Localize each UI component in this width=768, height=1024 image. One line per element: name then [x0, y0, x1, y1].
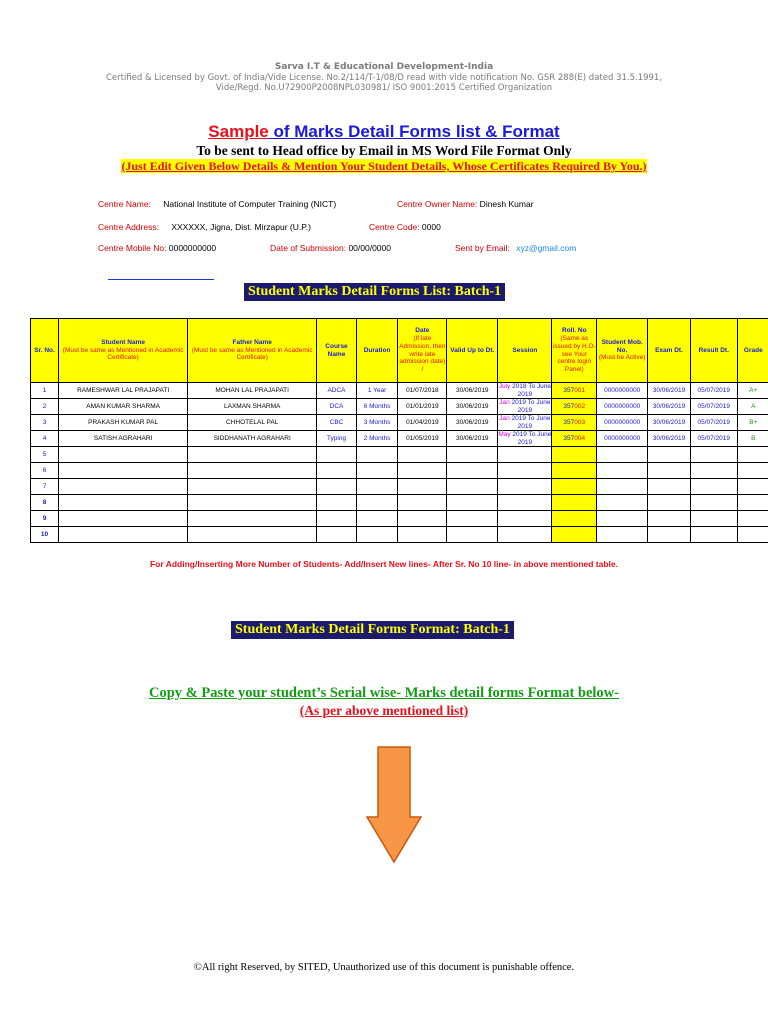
- row-student-name: RAMESHWAR LAL PRAJAPATI: [59, 383, 188, 399]
- header-roll-no: Roll. No (Same as issued by H.O- see Your centre login Panel): [552, 319, 597, 383]
- header-course: Course Name: [317, 319, 357, 383]
- row-result: 05/07/2019: [690, 383, 737, 399]
- row-course: ADCA: [317, 383, 357, 399]
- marks-table: [30, 318, 768, 543]
- row-sr: 3: [31, 415, 59, 431]
- table-row: [31, 399, 768, 415]
- row-sr: 1: [31, 383, 59, 399]
- submission-date-value: 00/00/0000: [346, 243, 391, 253]
- table-row: [31, 431, 768, 447]
- row-valid: 30/06/2019: [447, 399, 498, 415]
- row-course: DCA: [317, 399, 357, 415]
- row-duration: 1 Year: [356, 383, 398, 399]
- list-banner: Student Marks Detail Forms List: Batch-1: [244, 283, 505, 301]
- row-valid: 30/06/2019: [447, 383, 498, 399]
- row-roll: 357004: [552, 431, 597, 447]
- header-father-name: Father Name (Must be same as Mentioned in Academic Certificate): [188, 319, 317, 383]
- row-session: July 2018 To June 2019: [498, 383, 551, 398]
- row-duration: 3 Months: [356, 415, 398, 431]
- copy-instruction: Copy & Paste your student’s Serial wise- Marks detail forms Format below-: [149, 685, 619, 701]
- row-course: CBC: [317, 415, 357, 431]
- centre-mobile-label: Centre Mobile No:: [98, 243, 167, 253]
- table-header-row: [31, 319, 768, 383]
- centre-code-value: 0000: [419, 222, 441, 232]
- table-row: [31, 463, 768, 479]
- title-main: of Marks Detail Forms list & Format: [268, 122, 560, 141]
- certification-line-1: Certified & Licensed by Govt. of India/Vide License. No.2/114/T-1/08/D read with vide notification No. GSR 288(E) dated 31.5.1991,: [105, 73, 663, 83]
- header-exam-date: Exam Dt.: [648, 319, 691, 383]
- row-roll: 357002: [552, 399, 597, 415]
- header-student-name: Student Name (Must be same as Mentioned in Academic Certificate): [59, 319, 188, 383]
- header-mobile: Student Mob. No. (Must be Active): [597, 319, 648, 383]
- row-mobile: 0000000000: [597, 415, 648, 431]
- row-grade: A: [737, 399, 768, 415]
- row-sr: 4: [31, 431, 59, 447]
- row-student-name: SATISH AGRAHARI: [59, 431, 188, 447]
- centre-code-label: Centre Code:: [369, 222, 420, 232]
- header-date: Date (If late Admission, then write late admission date) /: [398, 319, 447, 383]
- table-row: [31, 447, 768, 463]
- down-arrow-icon: [365, 745, 423, 865]
- centre-owner-row: [397, 199, 534, 209]
- row-valid: 30/06/2019: [447, 415, 498, 431]
- row-course: Typing: [317, 431, 357, 447]
- header-duration: Duration: [356, 319, 398, 383]
- row-exam: 30/06/2019: [648, 399, 691, 415]
- submission-date-label: Date of Submission:: [270, 243, 347, 253]
- organization-name: Sarva I.T & Educational Development-India: [274, 62, 494, 72]
- row-valid: 30/06/2019: [447, 431, 498, 447]
- row-mobile: 0000000000: [597, 383, 648, 399]
- centre-owner-value: Dinesh Kumar: [477, 199, 534, 209]
- row-grade: B+: [737, 415, 768, 431]
- table-row: [31, 495, 768, 511]
- centre-code-row: [369, 222, 441, 232]
- sent-by-label: Sent by Email:: [455, 243, 510, 253]
- submission-date-row: [270, 243, 391, 253]
- row-father-name: CHHOTELAL PAL: [188, 415, 317, 431]
- centre-address-value: XXXXXX, Jigna, Dist. Mirzapur (U.P.): [171, 222, 311, 232]
- row-session: Jan 2019 To June 2019: [499, 415, 551, 430]
- row-result: 05/07/2019: [690, 431, 737, 447]
- title-sample: Sample: [208, 122, 269, 141]
- row-session: May 2019 To June 2019: [498, 431, 552, 446]
- row-date: 01/07/2018: [398, 383, 447, 399]
- row-grade: B: [737, 431, 768, 447]
- row-sr: 9: [31, 511, 59, 527]
- divider-line: [108, 279, 214, 280]
- row-result: 05/07/2019: [690, 399, 737, 415]
- table-row: [31, 383, 768, 399]
- row-exam: 30/06/2019: [648, 415, 691, 431]
- row-sr: 2: [31, 399, 59, 415]
- row-student-name: PRAKASH KUMAR PAL: [59, 415, 188, 431]
- header-valid-up-to: Valid Up to Dt.: [447, 319, 498, 383]
- row-mobile: 0000000000: [597, 431, 648, 447]
- row-sr: 6: [31, 463, 59, 479]
- centre-mobile-row: [98, 243, 216, 253]
- centre-name-row: [98, 199, 336, 209]
- row-date: 01/04/2019: [398, 415, 447, 431]
- row-father-name: SIDDHANATH AGRAHARI: [188, 431, 317, 447]
- centre-name-label: Centre Name:: [98, 199, 151, 209]
- table-row: [31, 479, 768, 495]
- row-date: 01/01/2019: [398, 399, 447, 415]
- sent-by-email-link[interactable]: xyz@gmail.com: [516, 243, 577, 253]
- sent-by-row: [455, 243, 576, 253]
- row-duration: 6 Months: [356, 399, 398, 415]
- row-session: Jan 2019 To June 2019: [499, 399, 551, 414]
- format-banner: Student Marks Detail Forms Format: Batch-1: [231, 621, 514, 639]
- centre-address-label: Centre Address:: [98, 222, 159, 232]
- row-duration: 2 Months: [356, 431, 398, 447]
- header-result-date: Result Dt.: [690, 319, 737, 383]
- header-sr: Sr. No.: [31, 319, 59, 383]
- copy-note: (As per above mentioned list): [299, 703, 469, 718]
- table-row: [31, 415, 768, 431]
- row-sr: 7: [31, 479, 59, 495]
- row-exam: 30/06/2019: [648, 431, 691, 447]
- centre-name-value: National Institute of Computer Training (NICT): [163, 199, 337, 209]
- table-row: [31, 511, 768, 527]
- row-date: 01/05/2019: [398, 431, 447, 447]
- row-exam: 30/06/2019: [648, 383, 691, 399]
- add-rows-note: For Adding/Inserting More Number of Students- Add/Insert New lines- After Sr. No 10 line- in above mentioned table.: [149, 559, 619, 569]
- row-roll: 357003: [552, 415, 597, 431]
- row-mobile: 0000000000: [597, 399, 648, 415]
- centre-owner-label: Centre Owner Name:: [397, 199, 478, 209]
- header-session: Session: [498, 319, 552, 383]
- row-sr: 8: [31, 495, 59, 511]
- instruction-note: (Just Edit Given Below Details & Mention Your Student Details, Whose Certificates Required By You.): [121, 159, 647, 173]
- table-row: [31, 527, 768, 543]
- certification-line-2: Vide/Regd. No.U72900P2008NPL030981/ ISO 9001:2015 Certified Organization: [215, 83, 553, 93]
- copyright-footer: ©All right Reserved, by SITED, Unauthorized use of this document is punishable offence.: [193, 962, 575, 973]
- centre-address-row: [98, 222, 311, 232]
- row-student-name: AMAN KUMAR SHARMA: [59, 399, 188, 415]
- row-result: 05/07/2019: [690, 415, 737, 431]
- row-roll: 357001: [552, 383, 597, 399]
- page-title: [0, 122, 768, 142]
- row-father-name: LAXMAN SHARMA: [188, 399, 317, 415]
- header-grade: Grade: [737, 319, 768, 383]
- row-grade: A+: [737, 383, 768, 399]
- centre-mobile-value: 0000000000: [166, 243, 217, 253]
- row-sr: 10: [31, 527, 59, 543]
- row-sr: 5: [31, 447, 59, 463]
- subtitle: To be sent to Head office by Email in MS Word File Format Only: [196, 143, 572, 158]
- row-father-name: MOHAN LAL PRAJAPATI: [188, 383, 317, 399]
